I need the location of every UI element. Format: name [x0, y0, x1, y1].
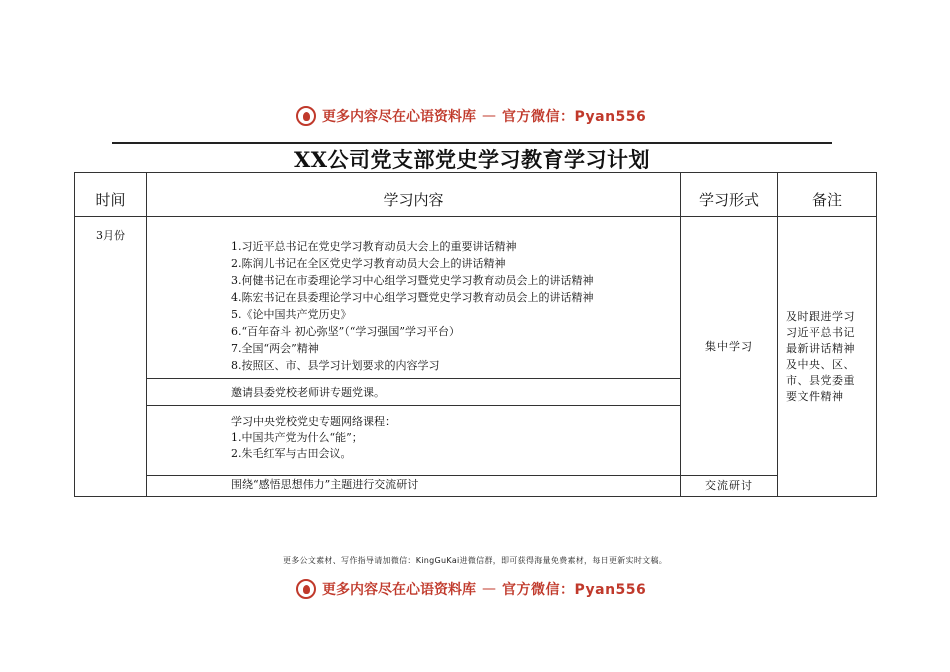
watermark-account: 官方微信：Pyan556: [502, 109, 647, 125]
content-group-3: [147, 406, 681, 476]
header-form: 学习形式: [681, 173, 778, 217]
content-group-4: [147, 476, 681, 497]
study-plan-table: [74, 172, 877, 497]
logo-icon: [296, 106, 316, 126]
notes-line: 要文件精神: [786, 389, 844, 403]
watermark-separator: —: [482, 581, 496, 597]
list-item: 4.陈宏书记在县委理论学习中心组学习暨党史学习教育动员会上的讲话精神: [231, 291, 594, 304]
table-header-row: [75, 173, 877, 217]
notes-line: 市、县党委重: [786, 373, 855, 387]
list-item: 1.中国共产党为什么“能”；: [231, 431, 363, 444]
table-row: [75, 217, 877, 379]
list-item: 学习中央党校党史专题网络课程：: [231, 415, 396, 428]
list-item: 7.全国“两会”精神: [231, 342, 319, 355]
header-content: 学习内容: [147, 173, 681, 217]
list-item: 2.朱毛红军与古田会议。: [231, 447, 352, 460]
content-group-2: [147, 379, 681, 406]
watermark-separator: —: [482, 108, 496, 124]
notes-line: 及中央、区、: [786, 357, 855, 371]
watermark-account: 官方微信：Pyan556: [502, 582, 647, 598]
notes-line: 最新讲话精神: [786, 341, 855, 355]
list-item: 邀请县委党校老师讲专题党课。: [231, 386, 385, 399]
form-discussion: 交流研讨: [681, 476, 778, 497]
notes-line: 习近平总书记: [786, 325, 855, 339]
watermark-brand: 更多内容尽在心语资料库: [322, 109, 476, 125]
footer-note: 更多公文素材、写作指导请加微信：KingGuKai进微信群，即可获得海量免费素材，每日更新实时文稿。: [282, 556, 668, 565]
watermark-top: [296, 106, 646, 126]
header-time: 时间: [75, 173, 147, 217]
header-notes: 备注: [778, 173, 877, 217]
list-item: 8.按照区、市、县学习计划要求的内容学习: [231, 359, 440, 372]
watermark-bottom: [296, 579, 646, 599]
list-item: 3.何健书记在市委理论学习中心组学习暨党史学习教育动员会上的讲话精神: [231, 274, 594, 287]
list-item: 1.习近平总书记在党史学习教育动员大会上的重要讲话精神: [231, 240, 517, 253]
watermark-brand: 更多内容尽在心语资料库: [322, 582, 476, 598]
list-item: 2.陈润儿书记在全区党史学习教育动员大会上的讲话精神: [231, 257, 506, 270]
content-group-1: [147, 217, 681, 379]
list-item: 5.《论中国共产党历史》: [231, 308, 352, 321]
notes-line: 及时跟进学习: [786, 309, 855, 323]
table-row: [75, 476, 877, 497]
list-item: 围绕“感悟思想伟力”主题进行交流研讨: [231, 478, 419, 491]
logo-icon: [296, 579, 316, 599]
notes-cell: [778, 217, 877, 497]
list-item: 6.“百年奋斗 初心弥坚”（“学习强国”学习平台）: [231, 325, 460, 338]
form-centralized: 集中学习: [681, 217, 778, 476]
page-title: XX公司党支部党史学习教育学习计划: [293, 147, 651, 172]
month-cell: 3月份: [75, 217, 147, 497]
